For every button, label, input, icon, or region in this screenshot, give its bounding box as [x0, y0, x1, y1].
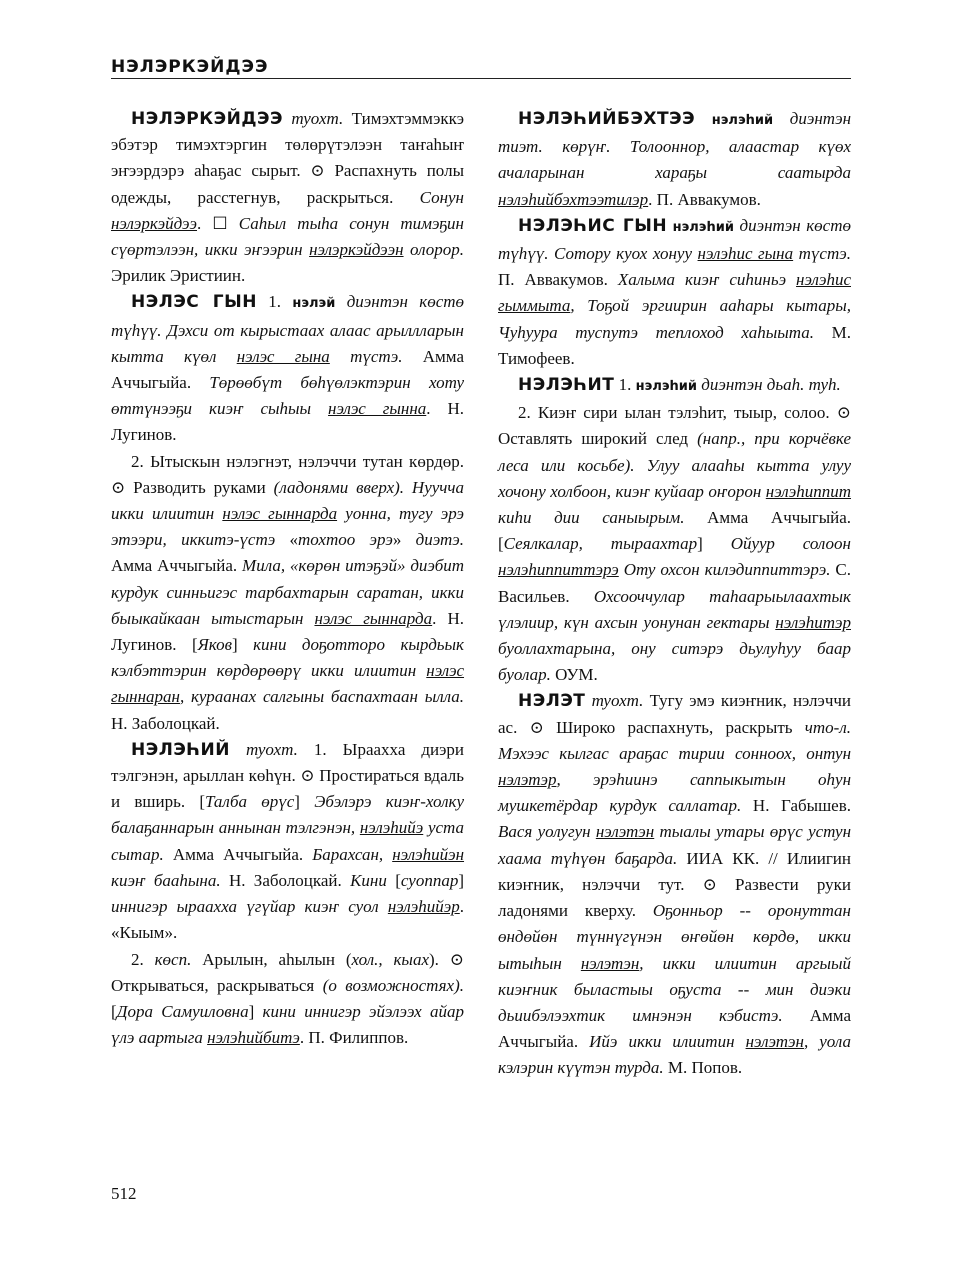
- example-text: диэнтэн көстө түһүү. Сотору куох хонуу: [498, 215, 851, 264]
- example-text: буоллахтарына, ону ситэрэ дьулуһуу баар буолар.: [498, 639, 851, 685]
- example-text: диэтэ.: [415, 530, 465, 550]
- entry-nelehii: [111, 737, 464, 947]
- example-text: суоппар: [400, 870, 459, 890]
- source-citation: П. Аввакумов.: [498, 270, 608, 290]
- example-text: Дора Самуиловна: [116, 1001, 249, 1021]
- source-citation: . Н. Лугинов.: [111, 399, 465, 445]
- example-text: Яков: [197, 635, 232, 655]
- headword: НЭЛЭТ: [518, 691, 586, 712]
- running-head: НЭЛЭРКЭЙДЭЭ: [111, 57, 269, 77]
- headword-in-example: нэлэс гыннарда: [222, 504, 338, 524]
- headword: НЭЛЭҺИС ГЫН: [518, 215, 668, 236]
- headword-in-example: нэлэс гыннаран: [111, 661, 465, 707]
- left-column: [111, 106, 464, 1051]
- example-text: что-л. Мэхээс кылгас араҕас тирии сонноох, онтун: [498, 717, 851, 763]
- definition-text: 1. Ыраахха диэри тэлгэнэн, арыллан көһүн. ⊙ Простираться вдаль и вширь. [: [111, 739, 465, 812]
- headword-in-example: нэлэс гынна: [328, 399, 427, 419]
- example-text: Охсооччулар таһаарыылаахтык үлэлиир, күн ахсын уонунан гектары: [498, 586, 851, 632]
- headword-in-example: нэлэһитэр: [775, 612, 851, 632]
- entry-nelehit-sense-2: [498, 400, 851, 688]
- example-text: Толооннор, алаастар күөх ачаларынан хараҕы саатырда: [498, 137, 851, 183]
- headword-in-example: нэлэһис гыммыта: [498, 270, 851, 316]
- headword-in-example: нэлэтэн: [580, 953, 640, 973]
- headword: НЭЛЭҺИТ: [518, 375, 615, 396]
- example-text: олорор.: [410, 240, 464, 260]
- example-text: тохтоо эрэ: [298, 530, 393, 550]
- sense-number: 1.: [268, 292, 282, 312]
- example-text: (напр., при корчёвке леса или косьбе). Улуу алааһы кытта улуу хочону холбоон, киэҥ куйаар оҥорон: [498, 429, 851, 501]
- source-citation: . П. Филиппов.: [299, 1028, 409, 1048]
- bracket: [: [111, 1001, 117, 1021]
- source-citation: ОУМ.: [555, 665, 598, 685]
- example-text: , уола кэлэрин күүтэн турда.: [498, 1032, 851, 1078]
- headword-in-example: нэлэтэн: [595, 822, 655, 842]
- headword: НЭЛЭҺИЙБЭХТЭЭ: [518, 109, 696, 129]
- source-citation: Эрилик Эристиин.: [111, 266, 246, 286]
- bracket: ]: [458, 870, 465, 890]
- pos-label: туохт.: [591, 691, 644, 711]
- gloss-note: көсп.: [154, 949, 192, 969]
- source-citation: М. Тимофеев.: [498, 322, 851, 368]
- example-text: уста сытар.: [111, 818, 465, 864]
- gloss-note: (о возможностях).: [322, 975, 464, 995]
- bracket: ]: [697, 534, 703, 554]
- headword-in-example: нэлэс гыннарда: [314, 608, 433, 628]
- example-text: Саһыл тыһа сонун тимэҕин сүөртэлээн, икки эҥээрин: [111, 213, 464, 260]
- entry-nelerkeidee: [111, 106, 464, 289]
- headword-in-example: нэлэһийбэхтээтилэр: [498, 189, 649, 209]
- example-text: Вася уолугун: [498, 822, 591, 842]
- source-citation: . «Кыым».: [111, 897, 465, 943]
- source-citation: Н. Габышев.: [752, 796, 851, 816]
- quote-mark: «: [289, 530, 299, 550]
- example-text: Сонун: [419, 187, 464, 207]
- example-text: кини доҕотторо кырдьык кэлбэттэрин көрдөрөөрү икки илиитин: [111, 635, 465, 681]
- headword-in-example: нэлэркэйдээн: [309, 240, 404, 260]
- definition-text: 2. Киэҥ сири ылан тэлэһит, тыыр, солоо. ⊙ Оставлять широкий след: [498, 403, 851, 449]
- definition-text: Арылын, аһылын (: [202, 949, 352, 969]
- headword-in-example: нэлэһийбитэ: [207, 1028, 300, 1048]
- example-text: диэнтэн дьаһ. туһ.: [701, 375, 841, 395]
- sense-number: 1.: [618, 375, 632, 395]
- entry-nelehii-sense-2: [111, 947, 464, 1052]
- definition-text: Тимэхтэммэккэ эбэтэр тимэхтэргин төлөрүтэлээн таҥаһыҥ эҥээрдэрэ аһаҕас сырыт. ⊙ Распахнуть полы одежды, расстегнув, раскрыться.: [111, 109, 465, 207]
- bracket: [: [395, 870, 401, 890]
- example-text: Халыма киэҥ сиһиньэ: [617, 270, 787, 290]
- bracket: ]: [231, 635, 238, 655]
- source-citation: Амма Аччыгыйа.: [111, 556, 238, 576]
- example-text: Нуучча икки илиитин: [111, 477, 465, 524]
- source-citation: Амма Аччыгыйа. [: [498, 508, 852, 554]
- entry-nelehis-gyn: [498, 213, 851, 372]
- definition-text: Тугу эмэ киэҥник, нэлэччи ас. ⊙ Широко распахнуть, раскрыть: [498, 691, 852, 737]
- headword: НЭЛЭС ГЫН: [131, 292, 257, 313]
- example-text: түстэ.: [350, 346, 403, 366]
- separator-text: . ☐: [197, 213, 228, 233]
- headword-in-example: нэлэһийэн: [392, 844, 465, 864]
- source-citation: М. Попов.: [667, 1058, 743, 1078]
- example-text: Оҕонньор -- оронуттан өндөйөн түннүгүнэн өҥөйөн көрдө, икки ытыһын: [498, 901, 851, 973]
- cross-reference: нэлэһий: [672, 219, 734, 235]
- headword: НЭЛЭҺИЙ: [131, 739, 230, 760]
- headword-in-example: нэлэтэр: [498, 770, 557, 790]
- example-text: Ийэ икки илиитин: [589, 1032, 735, 1052]
- example-text: Кини: [350, 870, 387, 890]
- cross-reference: нэлэй: [292, 296, 336, 312]
- headword-in-example: нэлэһиппит: [765, 481, 851, 501]
- example-text: Төрөөбүт бөһүөлэктэрин хоту өттүнээҕи киэҥ сыһыы: [111, 373, 464, 419]
- source-citation: Амма Аччыгыйа.: [172, 844, 304, 864]
- example-text: кини иннигэр эйэлээх айар үлэ аартыга: [111, 1001, 464, 1048]
- right-column: [498, 106, 851, 1082]
- example-text: иннигэр ыраахха үгүйар киэҥ суол: [111, 897, 379, 917]
- example-text: уонна, тугу эрэ этээри, иккитэ-үстэ: [111, 504, 465, 550]
- example-text: , эрэһиинэ саппыкытын оһун мушкетёрдар курдук саллатар.: [498, 770, 851, 816]
- example-text: , Тоҕой эргиирин ааһары кытары, Чуһуура туспутэ теплоход хаһыыта.: [498, 296, 851, 342]
- example-text: тыалы утары өрүс устун хаама түһүөн баҕарда.: [498, 822, 852, 868]
- bracket: ]: [294, 792, 300, 812]
- definition-text: 2. Ытыскын нэлэгнэт, нэлэччи тутан көрдөр. ⊙ Разводить руками: [111, 451, 464, 497]
- page-number: 512: [111, 1184, 137, 1203]
- cross-reference: нэлэһий: [711, 113, 774, 128]
- sense-number: 2.: [131, 949, 144, 969]
- pos-label: туохт.: [291, 109, 344, 128]
- cross-reference: нэлэһий: [635, 379, 698, 395]
- example-text: киһи дии саныырым.: [498, 508, 685, 528]
- headword-in-example: нэлэһиппиттэрэ: [498, 560, 619, 580]
- example-text: киэҥ бааһына.: [111, 870, 221, 890]
- example-text: Оту охсон килэдиппиттэрэ.: [623, 560, 831, 580]
- example-text: Талба өрүс: [204, 792, 295, 812]
- entry-nelehit: [498, 372, 851, 400]
- source-citation: Н. Заболоцкай.: [111, 713, 220, 733]
- example-text: Сеялкалар, тыраахтар: [503, 534, 698, 554]
- headword-in-example: нэлэһийэр: [387, 897, 460, 917]
- example-text: Ойуур солоон: [730, 534, 851, 554]
- headword-in-example: нэлэркэйдээ: [111, 213, 198, 233]
- gloss-note: хол., кыах: [351, 949, 429, 969]
- definition-text: ). ⊙ Открываться, раскрываться: [111, 949, 465, 995]
- source-citation: Н. Заболоцкай.: [228, 870, 342, 890]
- source-citation: Амма Аччыгыйа.: [111, 346, 464, 393]
- entry-nelehiibekhtee: [498, 106, 851, 213]
- entry-nelet: [498, 688, 851, 1081]
- pos-label: туохт.: [246, 739, 298, 759]
- gloss-note: (ладонями вверх).: [273, 477, 405, 497]
- bracket: ]: [248, 1001, 255, 1021]
- example-text: Мила, «көрөн итэҕэй» диэбит курдук синньигэс тарбахтарын саратан, икки быыкайкаан ытыстарын: [111, 556, 465, 628]
- entry-neles-gyn-sense-2: [111, 449, 464, 737]
- definition-text: ИИА КК. // Илиигин киэҥник, нэлэччи тут. ⊙ Развести руки ладонями кверху.: [498, 848, 851, 921]
- example-text: диэнтэн көстө түһүү. Дэхси от кырыстаах алаас арыллларын кытта күөл: [111, 292, 465, 366]
- headword-in-example: нэлэтэн: [745, 1032, 804, 1052]
- entry-neles-gyn: [111, 289, 464, 448]
- example-text: Барахсан,: [312, 844, 384, 864]
- source-citation: . Н. Лугинов. [: [111, 608, 464, 655]
- source-citation: Амма Аччыгыйа.: [498, 1005, 851, 1052]
- header-rule: [111, 78, 851, 79]
- example-text: түстэ.: [798, 244, 852, 264]
- headword: НЭЛЭРКЭЙДЭЭ: [131, 109, 283, 129]
- example-text: , кураанах салгыны баспахтаан ылла.: [179, 687, 464, 707]
- source-citation: С. Васильев.: [498, 560, 852, 606]
- quote-mark: »: [392, 530, 402, 550]
- headword-in-example: нэлэһийэ: [359, 818, 424, 838]
- headword-in-example: нэлэһис гына: [697, 244, 794, 264]
- example-text: диэнтэн тиэт. көрүҥ.: [498, 109, 852, 157]
- headword-in-example: нэлэс гына: [236, 346, 330, 366]
- example-text: , икки илиитин аргыый киэҥник быластыы оҕуста -- мин диэки дьиибэлээхтик имнэнэн кэбистэ.: [498, 953, 852, 1025]
- example-text: Эбэлэрэ киэҥ-холку балаҕаннарын аннынан тэлгэнэн,: [111, 792, 464, 838]
- source-citation: . П. Аввакумов.: [648, 189, 761, 209]
